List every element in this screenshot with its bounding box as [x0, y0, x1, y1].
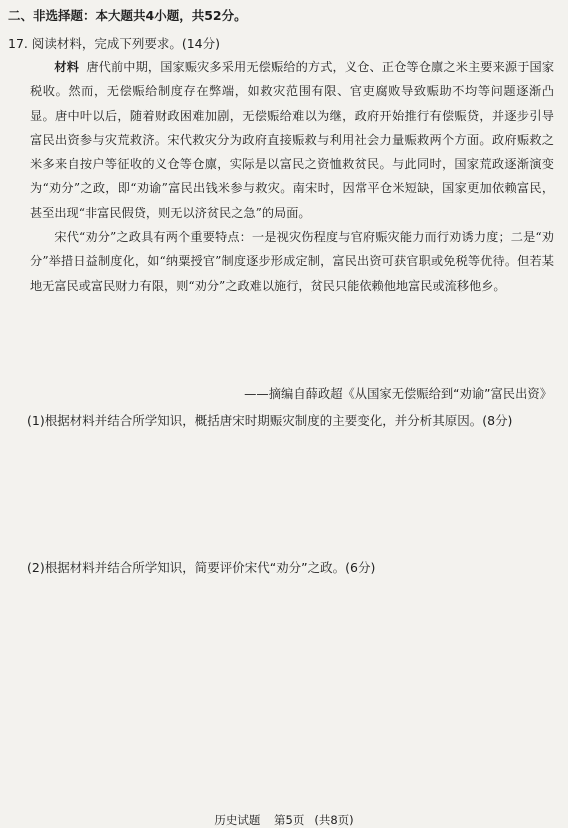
material-label: 材料 [54, 60, 80, 74]
material-block [30, 55, 554, 298]
section-heading: 二、非选择题：本大题共4小题，共52分。 [8, 8, 247, 23]
footer-page-number: 第5页 [274, 813, 305, 827]
material-paragraph-2: 宋代“劝分”之政具有两个重要特点：一是视灾伤程度与官府赈灾能力而行劝诱力度；二是“劝分”举措日益制度化，如“纳粟授官”制度逐步形成定制，富民出资可获官职或免税等优待。但若某地无富民或富民财力有限，则“劝分”之政难以施行，贫民只能依赖他地富民或流移他乡。 [30, 230, 554, 293]
page-footer [0, 812, 568, 828]
footer-subject: 历史试题 [214, 813, 261, 827]
material-source: ——摘编自薛政超《从国家无偿赈给到“劝谕”富民出资》 [244, 387, 552, 401]
sub-question-2: (2)根据材料并结合所学知识，简要评价宋代“劝分”之政。(6分) [27, 560, 376, 575]
material-paragraph-1 [30, 55, 554, 225]
sub-question-1: (1)根据材料并结合所学知识，概括唐宋时期赈灾制度的主要变化，并分析其原因。(8分) [27, 413, 513, 428]
question-17-stem: 17. 阅读材料，完成下列要求。(14分) [8, 36, 221, 51]
material-paragraph-1-text: 唐代前中期，国家赈灾多采用无偿赈给的方式，义仓、正仓等仓廪之米主要来源于国家税收。然而，无偿赈给制度存在弊端，如救灾范围有限、官吏腐败导致赈助不均等问题逐渐凸显。唐中叶以后，随着财政困难加剧，无偿赈给难以为继，政府开始推行有偿赈贷，并逐步引导富民出资参与灾荒救济。宋代救灾分为政府直接赈救与利用社会力量赈救两个方面。政府赈救之米多来自按户等征收的义仓等仓廪，实际是以富民之资恤救贫民。与此同时，国家荒政逐渐演变为“劝分”之政，即“劝谕”富民出钱米参与救灾。南宋时，因常平仓米短缺，国家更加依赖富民，甚至出现“非富民假贷，则无以济贫民之急”的局面。 [30, 60, 555, 220]
footer-total-pages: (共8页) [314, 813, 354, 827]
